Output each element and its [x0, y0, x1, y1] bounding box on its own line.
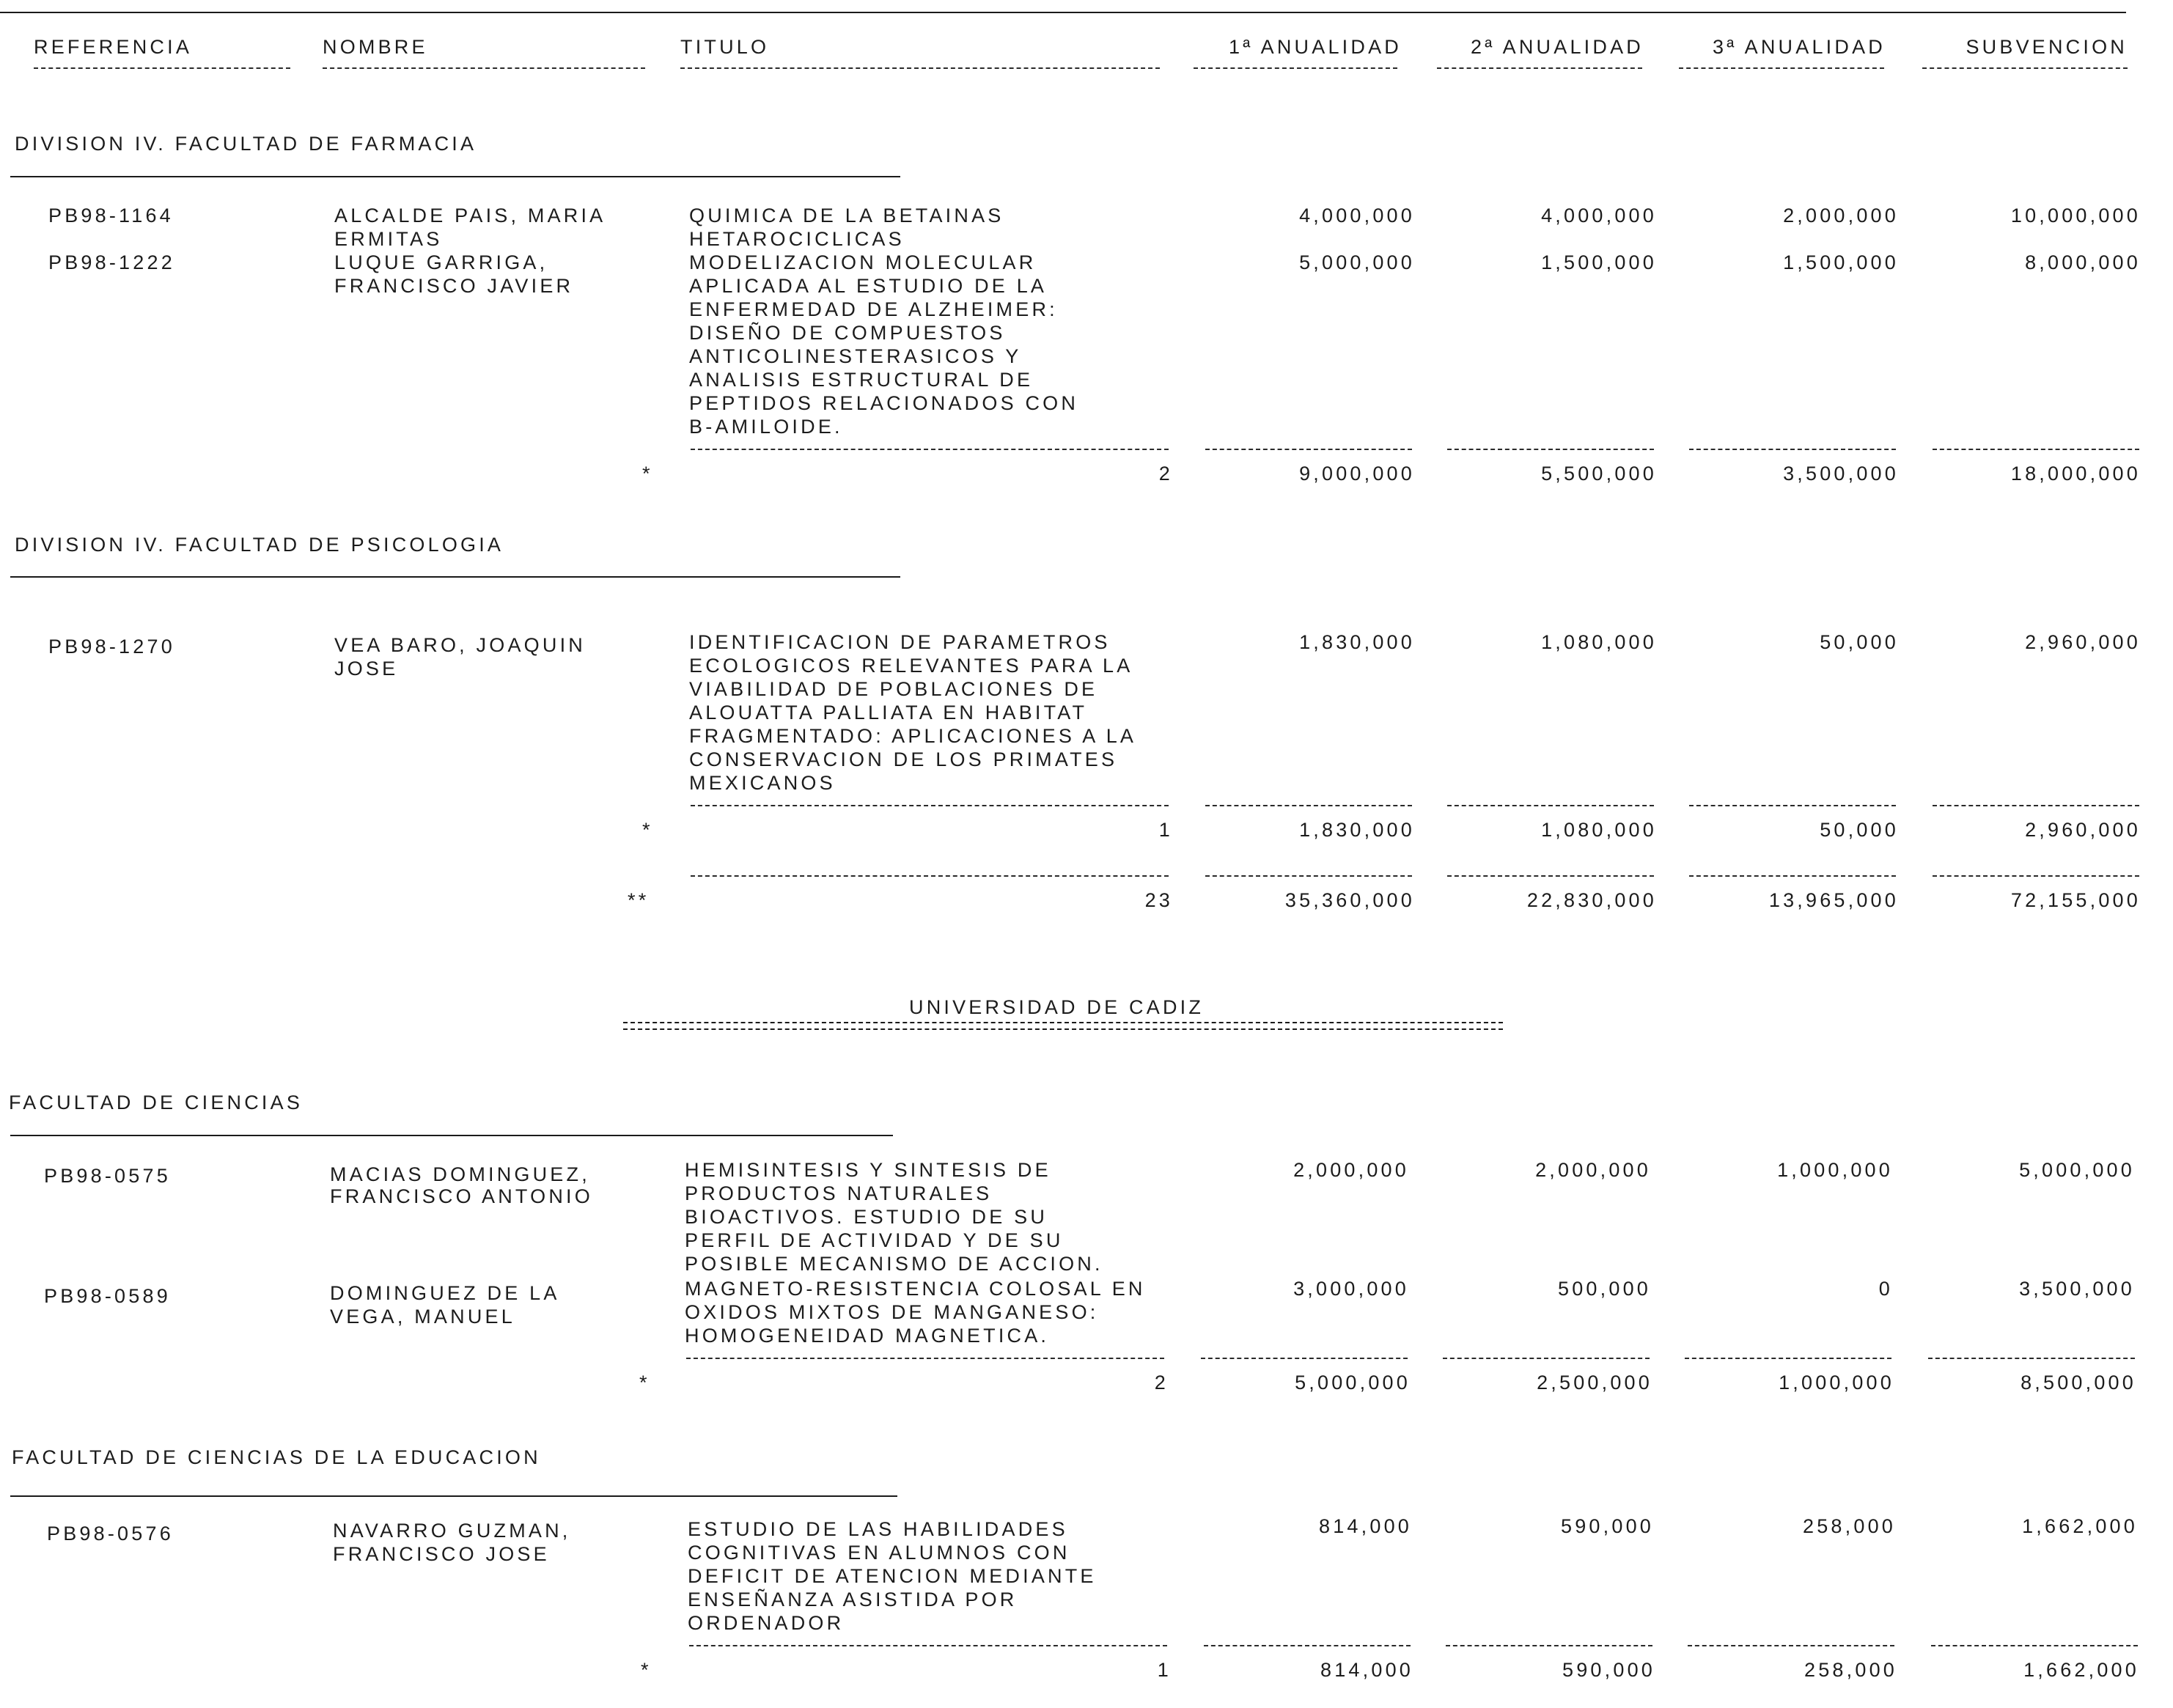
subtotal-count: 2 [1154, 1372, 1169, 1394]
row-nombre: ALCALDE PAIS, MARIA [334, 205, 606, 227]
top-rule [0, 12, 2126, 13]
row-nombre: LUQUE GARRIGA, [334, 251, 548, 273]
row-nombre: MACIAS DOMINGUEZ, [330, 1163, 590, 1185]
university-title: UNIVERSIDAD DE CADIZ [909, 996, 1205, 1018]
row-titulo: HOMOGENEIDAD MAGNETICA. [685, 1325, 1050, 1347]
row-nombre: VEGA, MANUEL [330, 1306, 515, 1328]
subtotal-rule [1688, 1645, 1894, 1646]
grand-total-mark: ** [628, 889, 650, 911]
subtotal-subvencion: 1,662,000 [2023, 1659, 2139, 1681]
header-underline [1437, 67, 1642, 69]
row-anualidad-3: 2,000,000 [1783, 205, 1899, 227]
row-nombre: JOSE [334, 658, 399, 680]
section-heading: DIVISION IV. FACULTAD DE FARMACIA [15, 133, 477, 155]
row-titulo: ALOUATTA PALLIATA EN HABITAT [689, 702, 1088, 724]
row-titulo: ENSEÑANZA ASISTIDA POR [688, 1589, 1018, 1611]
row-anualidad-2: 4,000,000 [1541, 205, 1657, 227]
grand-total-count: 23 [1144, 889, 1173, 911]
subtotal-anualidad-3: 258,000 [1804, 1659, 1897, 1681]
subtotal-subvencion: 18,000,000 [2010, 463, 2141, 485]
subtotal-mark: * [642, 819, 653, 841]
row-titulo: DISEÑO DE COMPUESTOS [689, 322, 1006, 344]
header-referencia: REFERENCIA [34, 36, 193, 58]
row-anualidad-2: 2,000,000 [1535, 1159, 1651, 1181]
subtotal-rule [1201, 1358, 1408, 1359]
header-anualidad-1: 1ª ANUALIDAD [1229, 36, 1402, 58]
subtotal-rule [1446, 1645, 1652, 1646]
subtotal-count: 1 [1157, 1659, 1172, 1681]
grand-total-rule [1689, 875, 1896, 877]
subtotal-mark: * [641, 1659, 652, 1681]
subtotal-anualidad-2: 5,500,000 [1541, 463, 1657, 485]
section-heading: FACULTAD DE CIENCIAS [9, 1092, 304, 1113]
row-titulo: APLICADA AL ESTUDIO DE LA [689, 275, 1048, 297]
subtotal-anualidad-3: 3,500,000 [1783, 463, 1899, 485]
row-anualidad-3: 1,000,000 [1777, 1159, 1893, 1181]
subtotal-anualidad-2: 1,080,000 [1541, 819, 1657, 841]
row-anualidad-2: 500,000 [1558, 1278, 1651, 1300]
subtotal-rule [1447, 805, 1654, 806]
subtotal-rule [689, 1645, 1167, 1646]
header-subvencion: SUBVENCION [1966, 36, 2128, 58]
row-anualidad-2: 1,080,000 [1541, 631, 1657, 653]
subtotal-rule [1447, 449, 1654, 450]
section-heading: DIVISION IV. FACULTAD DE PSICOLOGIA [15, 534, 504, 556]
row-nombre: FRANCISCO JAVIER [334, 275, 574, 297]
subtotal-rule [1933, 449, 2139, 450]
subtotal-rule [1689, 449, 1896, 450]
subtotal-rule [1685, 1358, 1891, 1359]
row-titulo: HETAROCICLICAS [689, 228, 905, 250]
subtotal-rule [1205, 805, 1412, 806]
row-titulo: BIOACTIVOS. ESTUDIO DE SU [685, 1206, 1048, 1228]
subtotal-anualidad-3: 50,000 [1820, 819, 1899, 841]
header-underline [1194, 67, 1397, 69]
subtotal-subvencion: 2,960,000 [2025, 819, 2141, 841]
grand-total-rule [1447, 875, 1654, 877]
header-nombre: NOMBRE [323, 36, 428, 58]
header-underline [680, 67, 1160, 69]
subtotal-anualidad-1: 1,830,000 [1299, 819, 1415, 841]
row-referencia: PB98-1222 [48, 251, 175, 273]
grand-total-rule [691, 875, 1169, 877]
row-subvencion: 1,662,000 [2022, 1515, 2138, 1537]
subtotal-anualidad-2: 2,500,000 [1537, 1372, 1652, 1394]
row-titulo: B-AMILOIDE. [689, 416, 843, 438]
subtotal-rule [1931, 1645, 2138, 1646]
row-titulo: ORDENADOR [688, 1612, 845, 1634]
subtotal-rule [691, 805, 1169, 806]
row-referencia: PB98-1164 [48, 205, 174, 227]
header-underline [34, 67, 290, 69]
subtotal-rule [686, 1358, 1164, 1359]
row-subvencion: 5,000,000 [2019, 1159, 2135, 1181]
row-referencia: PB98-1270 [48, 636, 175, 658]
row-titulo: ECOLOGICOS RELEVANTES PARA LA [689, 655, 1133, 677]
row-anualidad-1: 3,000,000 [1293, 1278, 1409, 1300]
row-referencia: PB98-0589 [44, 1285, 171, 1307]
row-referencia: PB98-0576 [47, 1523, 174, 1545]
row-anualidad-1: 814,000 [1319, 1515, 1412, 1537]
row-subvencion: 8,000,000 [2025, 251, 2141, 273]
row-titulo: PRODUCTOS NATURALES [685, 1182, 993, 1204]
row-anualidad-1: 2,000,000 [1293, 1159, 1409, 1181]
subtotal-rule [1933, 805, 2139, 806]
row-nombre: FRANCISCO ANTONIO [330, 1185, 593, 1207]
row-anualidad-3: 1,500,000 [1783, 251, 1899, 273]
subtotal-count: 1 [1158, 819, 1173, 841]
row-nombre: VEA BARO, JOAQUIN [334, 634, 586, 656]
subtotal-anualidad-1: 814,000 [1320, 1659, 1413, 1681]
subtotal-subvencion: 8,500,000 [2021, 1372, 2136, 1394]
section-heading-rule [10, 176, 900, 177]
row-anualidad-2: 1,500,000 [1541, 251, 1657, 273]
grand-total-subvencion: 72,155,000 [2010, 889, 2141, 911]
row-nombre: ERMITAS [334, 228, 443, 250]
grand-total-anualidad-3: 13,965,000 [1768, 889, 1899, 911]
row-titulo: ESTUDIO DE LAS HABILIDADES [688, 1518, 1068, 1540]
header-anualidad-3: 3ª ANUALIDAD [1713, 36, 1886, 58]
subtotal-rule [1689, 805, 1896, 806]
header-anualidad-2: 2ª ANUALIDAD [1471, 36, 1644, 58]
row-anualidad-3: 0 [1878, 1278, 1893, 1300]
row-titulo: PERFIL DE ACTIVIDAD Y DE SU [685, 1229, 1064, 1251]
row-titulo: POSIBLE MECANISMO DE ACCION. [685, 1253, 1103, 1275]
row-anualidad-1: 1,830,000 [1299, 631, 1415, 653]
row-titulo: PEPTIDOS RELACIONADOS CON [689, 392, 1079, 414]
subtotal-rule [1204, 1645, 1411, 1646]
row-titulo: DEFICIT DE ATENCION MEDIANTE [688, 1565, 1097, 1587]
header-underline [1922, 67, 2128, 69]
row-titulo: OXIDOS MIXTOS DE MANGANESO: [685, 1301, 1099, 1323]
row-titulo: MAGNETO-RESISTENCIA COLOSAL EN [685, 1278, 1146, 1300]
subtotal-rule [691, 449, 1169, 450]
row-anualidad-2: 590,000 [1561, 1515, 1654, 1537]
row-titulo: QUIMICA DE LA BETAINAS [689, 205, 1004, 227]
subtotal-count: 2 [1158, 463, 1173, 485]
university-underline [623, 1022, 1503, 1030]
grand-total-rule [1933, 875, 2139, 877]
header-titulo: TITULO [680, 36, 770, 58]
grand-total-anualidad-2: 22,830,000 [1526, 889, 1657, 911]
row-titulo: MODELIZACION MOLECULAR [689, 251, 1037, 273]
section-heading-rule [10, 1495, 897, 1497]
row-subvencion: 10,000,000 [2010, 205, 2141, 227]
row-titulo: MEXICANOS [689, 772, 836, 794]
row-anualidad-1: 4,000,000 [1299, 205, 1415, 227]
row-titulo: COGNITIVAS EN ALUMNOS CON [688, 1542, 1070, 1564]
header-underline [1679, 67, 1884, 69]
subtotal-rule [1205, 449, 1412, 450]
row-titulo: ANALISIS ESTRUCTURAL DE [689, 369, 1034, 391]
row-titulo: VIABILIDAD DE POBLACIONES DE [689, 678, 1098, 700]
row-nombre: NAVARRO GUZMAN, [333, 1520, 571, 1542]
section-heading-rule [10, 576, 900, 578]
section-heading-rule [10, 1135, 893, 1136]
subtotal-mark: * [642, 463, 653, 485]
subtotal-mark: * [639, 1372, 650, 1394]
subtotal-anualidad-3: 1,000,000 [1779, 1372, 1894, 1394]
row-nombre: FRANCISCO JOSE [333, 1543, 550, 1565]
grand-total-rule [1205, 875, 1412, 877]
row-subvencion: 3,500,000 [2019, 1278, 2135, 1300]
row-nombre: DOMINGUEZ DE LA [330, 1282, 560, 1304]
subtotal-anualidad-1: 9,000,000 [1299, 463, 1415, 485]
subtotal-rule [1928, 1358, 2135, 1359]
row-titulo: ENFERMEDAD DE ALZHEIMER: [689, 298, 1058, 320]
section-heading: FACULTAD DE CIENCIAS DE LA EDUCACION [12, 1446, 541, 1468]
row-subvencion: 2,960,000 [2025, 631, 2141, 653]
row-anualidad-1: 5,000,000 [1299, 251, 1415, 273]
row-anualidad-3: 50,000 [1820, 631, 1899, 653]
grand-total-anualidad-1: 35,360,000 [1284, 889, 1415, 911]
row-titulo: ANTICOLINESTERASICOS Y [689, 345, 1022, 367]
subtotal-anualidad-2: 590,000 [1562, 1659, 1655, 1681]
row-titulo: HEMISINTESIS Y SINTESIS DE [685, 1159, 1051, 1181]
row-titulo: FRAGMENTADO: APLICACIONES A LA [689, 725, 1137, 747]
row-titulo: CONSERVACION DE LOS PRIMATES [689, 748, 1118, 770]
row-anualidad-3: 258,000 [1803, 1515, 1896, 1537]
row-titulo: IDENTIFICACION DE PARAMETROS [689, 631, 1111, 653]
subtotal-anualidad-1: 5,000,000 [1295, 1372, 1411, 1394]
row-referencia: PB98-0575 [44, 1165, 171, 1187]
subtotal-rule [1443, 1358, 1650, 1359]
header-underline [323, 67, 645, 69]
